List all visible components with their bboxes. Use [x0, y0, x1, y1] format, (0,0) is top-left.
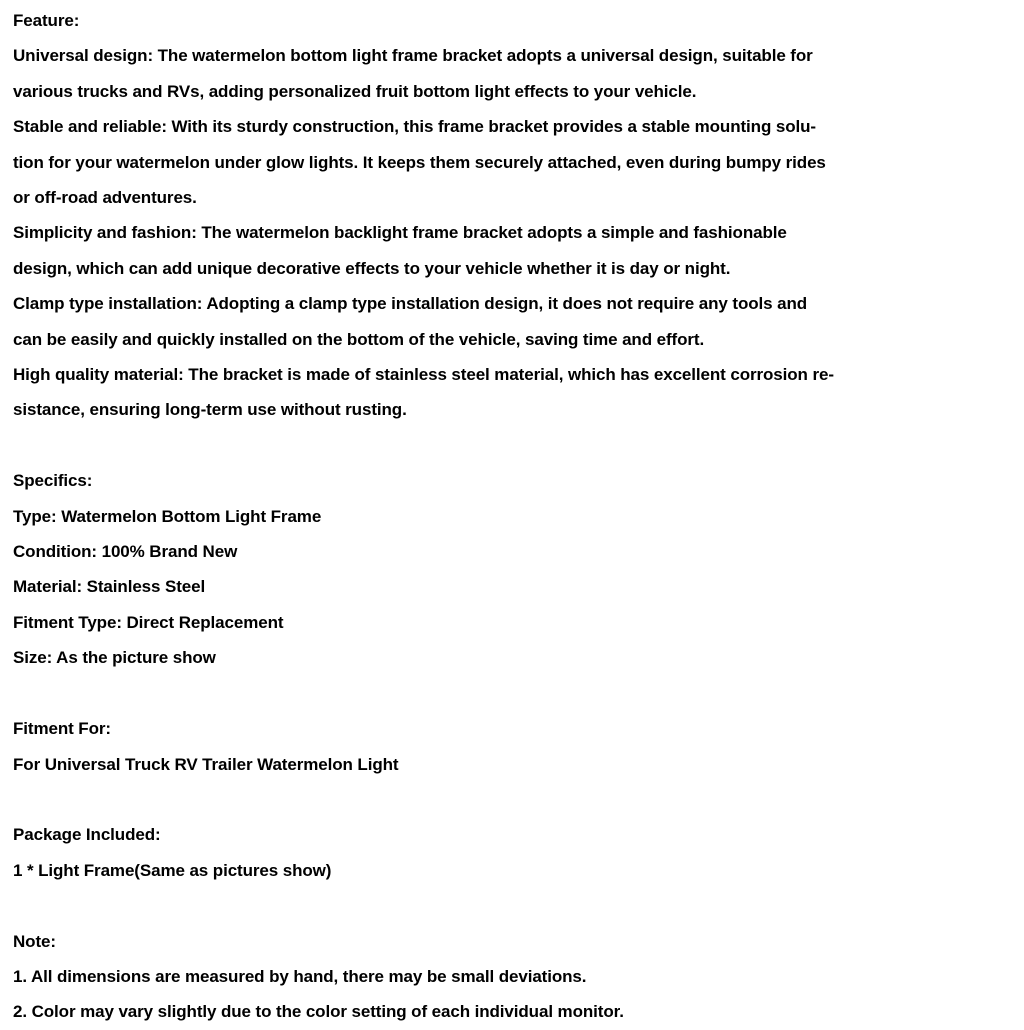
text-line: For Universal Truck RV Trailer Watermelon Light: [13, 754, 399, 774]
text-line: can be easily and quickly installed on the bottom of the vehicle, saving time and effort.: [13, 329, 705, 349]
text-line: Universal design: The watermelon bottom light frame bracket adopts a universal design, suitable for: [13, 46, 813, 66]
section-heading: Specifics:: [13, 471, 93, 491]
section-feature: [13, 3, 1018, 428]
text-line: sistance, ensuring long-term use without rusting.: [13, 400, 407, 420]
text-line: Simplicity and fashion: The watermelon backlight frame bracket adopts a simple and fashionable: [13, 223, 787, 243]
note-line-1: 1. All dimensions are measured by hand, there may be small deviations.: [13, 966, 587, 986]
section-heading: Fitment For:: [13, 719, 111, 739]
section-heading: Package Included:: [13, 825, 161, 845]
text-line: Stable and reliable: With its sturdy construction, this frame bracket provides a stable mounting solu-: [13, 117, 816, 137]
spec-type: Type: Watermelon Bottom Light Frame: [13, 506, 322, 526]
section-fitment-for: [13, 711, 1018, 782]
note-line-2: 2. Color may vary slightly due to the color setting of each individual monitor.: [13, 1002, 624, 1022]
text-line: High quality material: The bracket is made of stainless steel material, which has excellent corrosion re-: [13, 365, 834, 385]
section-note: [13, 924, 1018, 1030]
spec-fitment-type: Fitment Type: Direct Replacement: [13, 612, 284, 632]
text-line: design, which can add unique decorative effects to your vehicle whether it is day or night.: [13, 258, 731, 278]
spec-material: Material: Stainless Steel: [13, 577, 206, 597]
text-line: various trucks and RVs, adding personalized fruit bottom light effects to your vehicle.: [13, 81, 697, 101]
text-line: 1 * Light Frame(Same as pictures show): [13, 860, 332, 880]
spec-size: Size: As the picture show: [13, 648, 216, 668]
section-package-included: [13, 817, 1018, 888]
text-line: tion for your watermelon under glow lights. It keeps them securely attached, even during bumpy rides: [13, 152, 826, 172]
section-heading: Feature:: [13, 11, 80, 30]
text-line: or off-road adventures.: [13, 188, 197, 208]
section-heading: Note:: [13, 931, 56, 951]
spec-condition: Condition: 100% Brand New: [13, 542, 238, 562]
section-specifics: [13, 463, 1018, 675]
text-line: Clamp type installation: Adopting a clamp type installation design, it does not require any tools and: [13, 294, 808, 314]
